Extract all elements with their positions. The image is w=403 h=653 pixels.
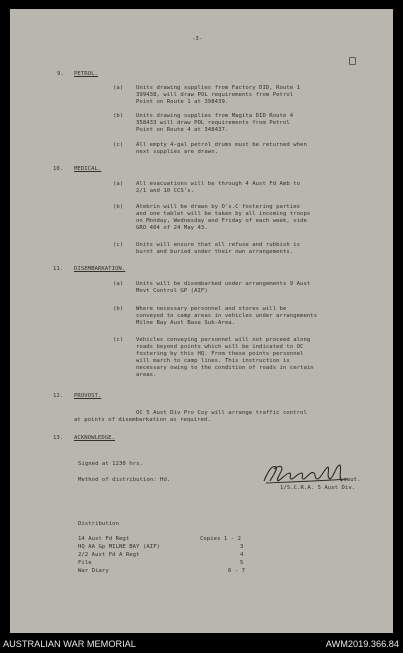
distribution-heading: Distribution xyxy=(78,521,120,527)
distribution-row-copies: Copies 1 - 2 xyxy=(200,536,242,542)
method-of-distribution: Method of distribution: Hd. xyxy=(78,477,171,483)
item-line: 2/1 and 10 CCS's. xyxy=(136,188,195,194)
item-line: fostering by this HQ. From these points personnel xyxy=(136,351,304,357)
distribution-row-copies: 3 xyxy=(240,544,244,550)
item-label: (b) xyxy=(113,113,124,119)
section-13-number: 13. xyxy=(53,435,64,441)
item-line: GRO 404 of 24 May 43. xyxy=(136,225,208,231)
item-line: 399438, will draw POL requirements from Petrol xyxy=(136,92,294,98)
section-9-number: 9. xyxy=(57,71,64,77)
item-line: and one tablet will be taken by all incoming troops xyxy=(136,211,311,217)
item-line: Units drawing supplies from Factory DID, Route 1 xyxy=(136,85,301,91)
page-number: -3- xyxy=(192,36,203,42)
item-line: All evacuations will be through 4 Aust Fd Amb to xyxy=(136,181,301,187)
item-line: Movt Control GP (AIF) xyxy=(136,288,208,294)
item-label: (a) xyxy=(113,85,124,91)
item-label: (b) xyxy=(113,204,124,210)
item-line: conveyed to camp areas in vehicles under arrangements xyxy=(136,313,318,319)
item-line: Vehicles conveying personnel will not proceed along xyxy=(136,337,311,343)
section-9-title: PETROL. xyxy=(74,71,98,77)
section-13-title: ACKNOWLEDGE. xyxy=(74,435,116,441)
distribution-row-name: File xyxy=(78,560,92,566)
distribution-row-name: 14 Aust Fd Regt xyxy=(78,536,130,542)
item-line: Point on Route 1 at 398439. xyxy=(136,99,229,105)
item-label: (a) xyxy=(113,181,124,187)
section-10-title: MEDICAL. xyxy=(74,166,102,172)
item-line: next supplies are drawn. xyxy=(136,149,219,155)
item-label: (c) xyxy=(113,337,124,343)
footer-institution: AUSTRALIAN WAR MEMORIAL xyxy=(3,639,136,649)
section-10-number: 10. xyxy=(53,166,64,172)
item-line: Units drawing supplies from Magita DID Route 4 xyxy=(136,113,294,119)
section-12-line: OC 5 Aust Div Pro Coy will arrange traffic control xyxy=(136,410,307,416)
distribution-row-name: 2/2 Aust Fd A Regt xyxy=(78,552,140,558)
distribution-row-name: War Diary xyxy=(78,568,109,574)
item-label: (c) xyxy=(113,242,124,248)
item-line: areas. xyxy=(136,372,157,378)
item-line: Milne Bay Aust Base Sub-Area. xyxy=(136,320,236,326)
signature-rank: Lieut. xyxy=(340,477,361,483)
item-line: on Monday, Wednesday and Friday of each week, vide xyxy=(136,218,307,224)
item-line: burnt and buried under their own arrangements. xyxy=(136,249,294,255)
hole-punch-mark xyxy=(349,57,356,65)
archive-footer xyxy=(0,636,403,653)
distribution-row-name: HQ AA Gp MILNE BAY (AIF) xyxy=(78,544,161,550)
item-line: Atebrin will be drawn by O's.C fostering parties xyxy=(136,204,301,210)
item-line: Where necessary personnel and stores will be xyxy=(136,306,287,312)
document-page xyxy=(10,9,393,633)
item-line: Units will ensure that all refuse and rubbish is xyxy=(136,242,301,248)
item-line: All empty 4-gal petrol drums must be returned when xyxy=(136,142,307,148)
section-12-number: 12. xyxy=(53,393,64,399)
item-label: (a) xyxy=(113,281,124,287)
item-line: Point on Route 4 at 348437. xyxy=(136,127,229,133)
distribution-row-copies: 4 xyxy=(240,552,244,558)
item-line: Units will be disembarked under arrangements 9 Aust xyxy=(136,281,311,287)
section-12-line: at points of disembarkation as required. xyxy=(74,417,211,423)
distribution-row-copies: 6 - 7 xyxy=(228,568,246,574)
item-label: (c) xyxy=(113,142,124,148)
distribution-row-copies: 5 xyxy=(240,560,244,566)
item-label: (b) xyxy=(113,306,124,312)
item-line: roads beyond points which will be indicated to OC xyxy=(136,344,304,350)
signed-line: Signed at 1230 hrs. xyxy=(78,461,143,467)
item-line: necessary owing to the condition of roads in certain xyxy=(136,365,314,371)
section-11-title: DISEMBARKATION. xyxy=(74,266,126,272)
signature-appointment: 1/S.C.R.A. 5 Aust Div. xyxy=(280,485,356,491)
item-line: will march to camp lines. This instruction is xyxy=(136,358,290,364)
item-line: 358433 will draw POL requirements from Petrol xyxy=(136,120,290,126)
section-12-title: PROVOST. xyxy=(74,393,102,399)
section-11-number: 11. xyxy=(53,266,64,272)
footer-reference: AWM2019.366.84 xyxy=(325,639,399,649)
